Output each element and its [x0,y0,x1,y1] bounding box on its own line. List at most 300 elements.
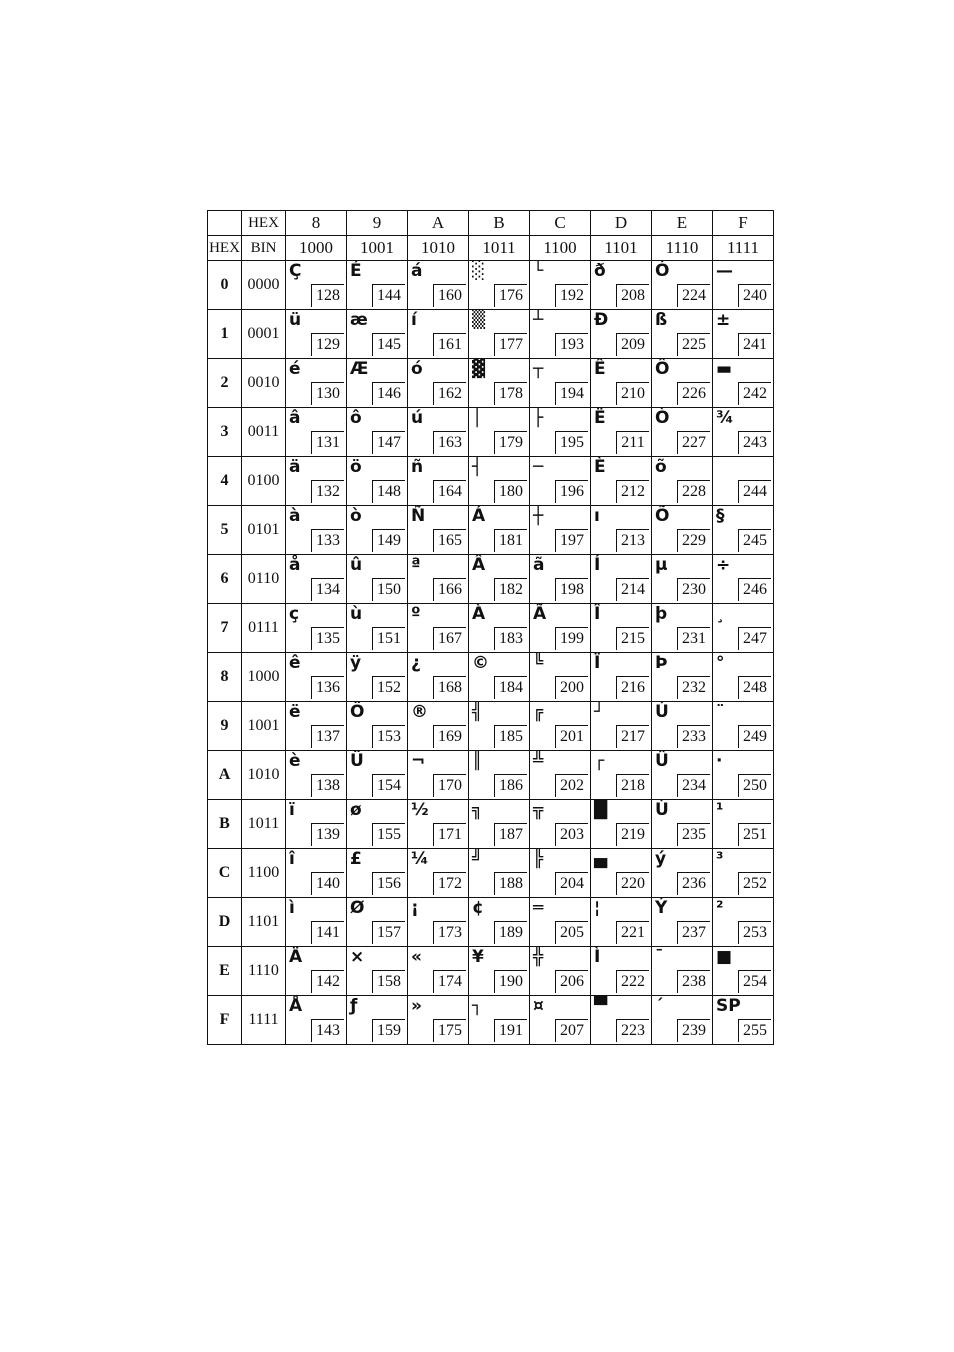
char-code: 137 [311,725,344,748]
char-code: 222 [616,970,649,993]
char-code: 247 [738,627,771,650]
row-hex: 8 [208,653,242,702]
char-glyph: ¢ [472,898,484,918]
char-code: 135 [311,627,344,650]
column-hex: A [408,211,469,236]
char-glyph: ù [350,604,363,624]
char-cell [713,408,774,457]
char-code: 216 [616,676,649,699]
char-glyph: Å [289,996,303,1016]
char-glyph: ÷ [716,555,731,575]
char-code: 206 [555,970,588,993]
char-cell [591,898,652,947]
column-hex: B [469,211,530,236]
table-row [208,408,774,457]
char-glyph: Õ [655,506,670,526]
char-code: 184 [494,676,527,699]
row-hex: 4 [208,457,242,506]
char-cell [713,898,774,947]
char-code: 213 [616,529,649,552]
char-glyph: ¨ [716,702,725,722]
row-hex: C [208,849,242,898]
char-cell [652,261,713,310]
char-glyph: © [472,653,489,673]
char-cell [408,310,469,359]
column-hex: 9 [347,211,408,236]
row-bin: 1011 [242,800,286,849]
char-code: 189 [494,921,527,944]
table-row [208,555,774,604]
char-cell [713,359,774,408]
char-glyph: ì [289,898,295,918]
char-code: 205 [555,921,588,944]
char-cell [469,751,530,800]
char-glyph: ┬ [533,359,544,379]
char-glyph: þ [655,604,668,624]
char-glyph: × [350,947,365,967]
char-glyph: ┴ [533,310,544,330]
char-code: 151 [372,627,405,650]
char-cell [408,604,469,653]
character-code-table [207,210,774,1045]
char-glyph: ë [289,702,301,722]
char-cell [347,898,408,947]
column-hex: E [652,211,713,236]
char-glyph: ¡ [411,898,419,918]
char-glyph: │ [472,408,483,428]
char-glyph: ¹ [716,800,724,820]
char-cell [530,506,591,555]
char-glyph: Û [655,751,669,771]
row-hex: E [208,947,242,996]
char-code: 201 [555,725,588,748]
char-cell [591,996,652,1045]
char-code: 208 [616,284,649,307]
row-bin: 0000 [242,261,286,310]
table-row [208,849,774,898]
char-cell [286,702,347,751]
char-cell [408,947,469,996]
char-cell [591,555,652,604]
char-cell [591,408,652,457]
char-cell [408,800,469,849]
char-code: 136 [311,676,344,699]
char-cell [469,849,530,898]
row-bin: 1100 [242,849,286,898]
table-row [208,310,774,359]
char-code: 215 [616,627,649,650]
char-glyph: ┐ [472,996,483,1016]
char-glyph: ¤ [533,996,544,1016]
char-cell [652,555,713,604]
char-code: 221 [616,921,649,944]
char-code: 130 [311,382,344,405]
char-code: 156 [372,872,405,895]
char-cell [286,310,347,359]
char-glyph: Ô [655,359,670,379]
char-cell [347,555,408,604]
char-glyph: ▀ [594,996,608,1016]
char-cell [713,751,774,800]
column-hex: D [591,211,652,236]
char-code: 235 [677,823,710,846]
char-glyph: ª [411,555,421,575]
char-cell [469,261,530,310]
char-glyph: — [716,261,733,281]
row-bin: 1001 [242,702,286,751]
char-glyph: ╝ [472,849,483,869]
char-code: 170 [433,774,466,797]
char-cell [591,800,652,849]
char-glyph: ¾ [716,408,734,428]
char-cell [530,261,591,310]
char-cell [713,310,774,359]
char-glyph: å [289,555,301,575]
char-code: 140 [311,872,344,895]
char-code: 183 [494,627,527,650]
char-glyph: » [411,996,422,1016]
char-glyph: Í [594,555,601,575]
char-glyph: æ [350,310,368,330]
char-code: 175 [433,1019,466,1042]
row-hex: 7 [208,604,242,653]
char-glyph: ■ [716,947,733,967]
char-cell [408,653,469,702]
char-code: 173 [433,921,466,944]
char-code: 255 [738,1019,771,1042]
char-code: 214 [616,578,649,601]
char-cell [591,310,652,359]
char-code: 209 [616,333,649,356]
char-glyph: ¯ [655,947,664,967]
char-code: 149 [372,529,405,552]
char-cell [347,310,408,359]
char-glyph: ü [289,310,302,330]
char-glyph: è [289,751,301,771]
char-code: 202 [555,774,588,797]
char-glyph: ó [411,359,423,379]
char-code: 230 [677,578,710,601]
char-cell [652,310,713,359]
char-cell [652,996,713,1045]
char-cell [408,555,469,604]
char-code: 211 [616,431,649,454]
char-code: 234 [677,774,710,797]
char-cell [286,800,347,849]
char-cell [469,702,530,751]
char-glyph: ▄ [594,849,608,869]
char-cell [347,261,408,310]
char-code: 129 [311,333,344,356]
char-cell [469,506,530,555]
char-glyph: º [411,604,421,624]
char-cell [652,653,713,702]
char-glyph: ░ [472,261,486,281]
char-cell [408,751,469,800]
char-code: 180 [494,480,527,503]
char-cell [408,359,469,408]
column-hex: C [530,211,591,236]
char-code: 157 [372,921,405,944]
char-glyph: ▒ [472,310,486,330]
char-glyph: ê [289,653,301,673]
char-cell [530,996,591,1045]
char-cell [286,898,347,947]
char-glyph: ─ [533,457,544,477]
char-code: 154 [372,774,405,797]
char-code: 199 [555,627,588,650]
char-cell [530,408,591,457]
char-code: 155 [372,823,405,846]
char-glyph: Ý [655,898,668,918]
char-glyph: À [472,604,486,624]
char-cell [530,800,591,849]
char-glyph: ÿ [350,653,362,673]
char-cell [713,800,774,849]
char-code: 218 [616,774,649,797]
char-code: 241 [738,333,771,356]
char-code: 178 [494,382,527,405]
char-cell [347,849,408,898]
row-hex: 6 [208,555,242,604]
char-code: 146 [372,382,405,405]
char-glyph: ¬ [411,751,426,771]
row-bin: 0001 [242,310,286,359]
char-glyph: ³ [716,849,724,869]
char-glyph: ¸ [716,604,725,624]
row-hex-label: HEX [208,236,242,261]
char-code: 190 [494,970,527,993]
char-code: 193 [555,333,588,356]
char-code: 141 [311,921,344,944]
char-cell [530,849,591,898]
char-cell [591,359,652,408]
char-glyph: ° [716,653,725,673]
char-glyph: ´ [655,996,664,1016]
char-glyph: é [289,359,301,379]
char-glyph: ô [350,408,362,428]
char-code: 200 [555,676,588,699]
char-glyph: Ï [594,653,601,673]
char-cell [286,359,347,408]
char-glyph: ╠ [533,849,544,869]
char-code: 210 [616,382,649,405]
char-glyph: Ü [350,751,364,771]
column-hex: F [713,211,774,236]
char-code: 253 [738,921,771,944]
char-code: 143 [311,1019,344,1042]
char-glyph: SP [716,996,741,1016]
char-glyph: ý [655,849,667,869]
column-hex-label: HEX [242,211,286,236]
char-code: 244 [738,480,771,503]
char-glyph: Æ [350,359,369,379]
char-code: 203 [555,823,588,846]
char-code: 223 [616,1019,649,1042]
row-hex: 9 [208,702,242,751]
char-cell [408,996,469,1045]
char-glyph: Ó [655,261,670,281]
char-cell [530,359,591,408]
char-code: 152 [372,676,405,699]
char-cell [652,604,713,653]
char-glyph: õ [655,457,667,477]
char-code: 185 [494,725,527,748]
char-cell [286,947,347,996]
char-cell [347,800,408,849]
code-page-table [207,210,774,1045]
char-cell [530,310,591,359]
char-cell [286,408,347,457]
column-bin: 1001 [347,236,408,261]
char-cell [469,310,530,359]
column-bin: 1011 [469,236,530,261]
char-code: 238 [677,970,710,993]
char-glyph: ┘ [594,702,605,722]
char-glyph: ╩ [533,751,544,771]
row-hex: 1 [208,310,242,359]
char-cell [347,506,408,555]
row-hex: F [208,996,242,1045]
char-cell [469,800,530,849]
char-cell [652,408,713,457]
char-code: 169 [433,725,466,748]
char-glyph: ╦ [533,800,544,820]
char-cell [286,653,347,702]
table-row [208,359,774,408]
char-glyph: Ò [655,408,670,428]
char-glyph: Ú [655,702,669,722]
char-cell [652,506,713,555]
char-cell [591,751,652,800]
char-cell [652,751,713,800]
char-cell [591,702,652,751]
char-glyph: Â [472,555,486,575]
char-code: 236 [677,872,710,895]
char-glyph: ╣ [472,702,483,722]
char-code: 198 [555,578,588,601]
char-cell [408,898,469,947]
char-cell [713,261,774,310]
char-cell [408,457,469,506]
char-glyph: á [411,261,423,281]
char-cell [469,996,530,1045]
char-cell [347,751,408,800]
char-code: 181 [494,529,527,552]
char-code: 182 [494,578,527,601]
char-cell [530,947,591,996]
char-glyph: ñ [411,457,424,477]
char-code: 167 [433,627,466,650]
column-bin: 1111 [713,236,774,261]
char-cell [652,359,713,408]
char-code: 237 [677,921,710,944]
column-bin: 1110 [652,236,713,261]
char-code: 171 [433,823,466,846]
char-code: 166 [433,578,466,601]
char-glyph: ╬ [533,947,544,967]
table-row [208,751,774,800]
char-glyph: â [289,408,301,428]
row-bin: 0010 [242,359,286,408]
char-code: 176 [494,284,527,307]
char-cell [347,457,408,506]
char-code: 165 [433,529,466,552]
char-cell [286,996,347,1045]
char-glyph: û [350,555,363,575]
char-glyph: É [350,261,362,281]
row-bin: 1110 [242,947,286,996]
char-code: 138 [311,774,344,797]
char-cell [530,604,591,653]
char-code: 245 [738,529,771,552]
char-glyph: ╔ [533,702,544,722]
char-cell [713,555,774,604]
char-glyph: í [411,310,417,330]
char-cell [469,947,530,996]
char-glyph: ║ [472,751,483,771]
char-code: 243 [738,431,771,454]
char-cell [591,457,652,506]
table-row [208,653,774,702]
char-cell [469,604,530,653]
table-row [208,261,774,310]
char-glyph: ı [594,506,600,526]
char-glyph: ø [350,800,362,820]
char-code: 194 [555,382,588,405]
char-glyph: └ [533,261,544,281]
char-glyph: ä [289,457,301,477]
table-row [208,996,774,1045]
char-cell [347,996,408,1045]
table-row [208,702,774,751]
char-cell [347,359,408,408]
char-glyph: Ì [594,947,601,967]
char-cell [408,261,469,310]
char-code: 212 [616,480,649,503]
table-row [208,604,774,653]
char-code: 249 [738,725,771,748]
bin-header-row [208,236,774,261]
char-cell [408,702,469,751]
char-code: 220 [616,872,649,895]
row-hex: 5 [208,506,242,555]
char-glyph: ç [289,604,300,624]
char-code: 153 [372,725,405,748]
char-code: 134 [311,578,344,601]
char-cell [530,457,591,506]
char-glyph: Ã [533,604,547,624]
row-bin: 1000 [242,653,286,702]
char-cell [652,702,713,751]
char-glyph: ò [350,506,362,526]
char-code: 217 [616,725,649,748]
char-cell [591,506,652,555]
column-bin: 1100 [530,236,591,261]
char-code: 228 [677,480,710,503]
char-cell [347,702,408,751]
char-cell [347,653,408,702]
char-code: 174 [433,970,466,993]
char-cell [408,408,469,457]
char-code: 145 [372,333,405,356]
char-glyph: È [594,457,606,477]
char-cell [469,359,530,408]
char-glyph: ╚ [533,653,544,673]
row-bin: 0101 [242,506,286,555]
char-code: 131 [311,431,344,454]
char-code: 133 [311,529,344,552]
